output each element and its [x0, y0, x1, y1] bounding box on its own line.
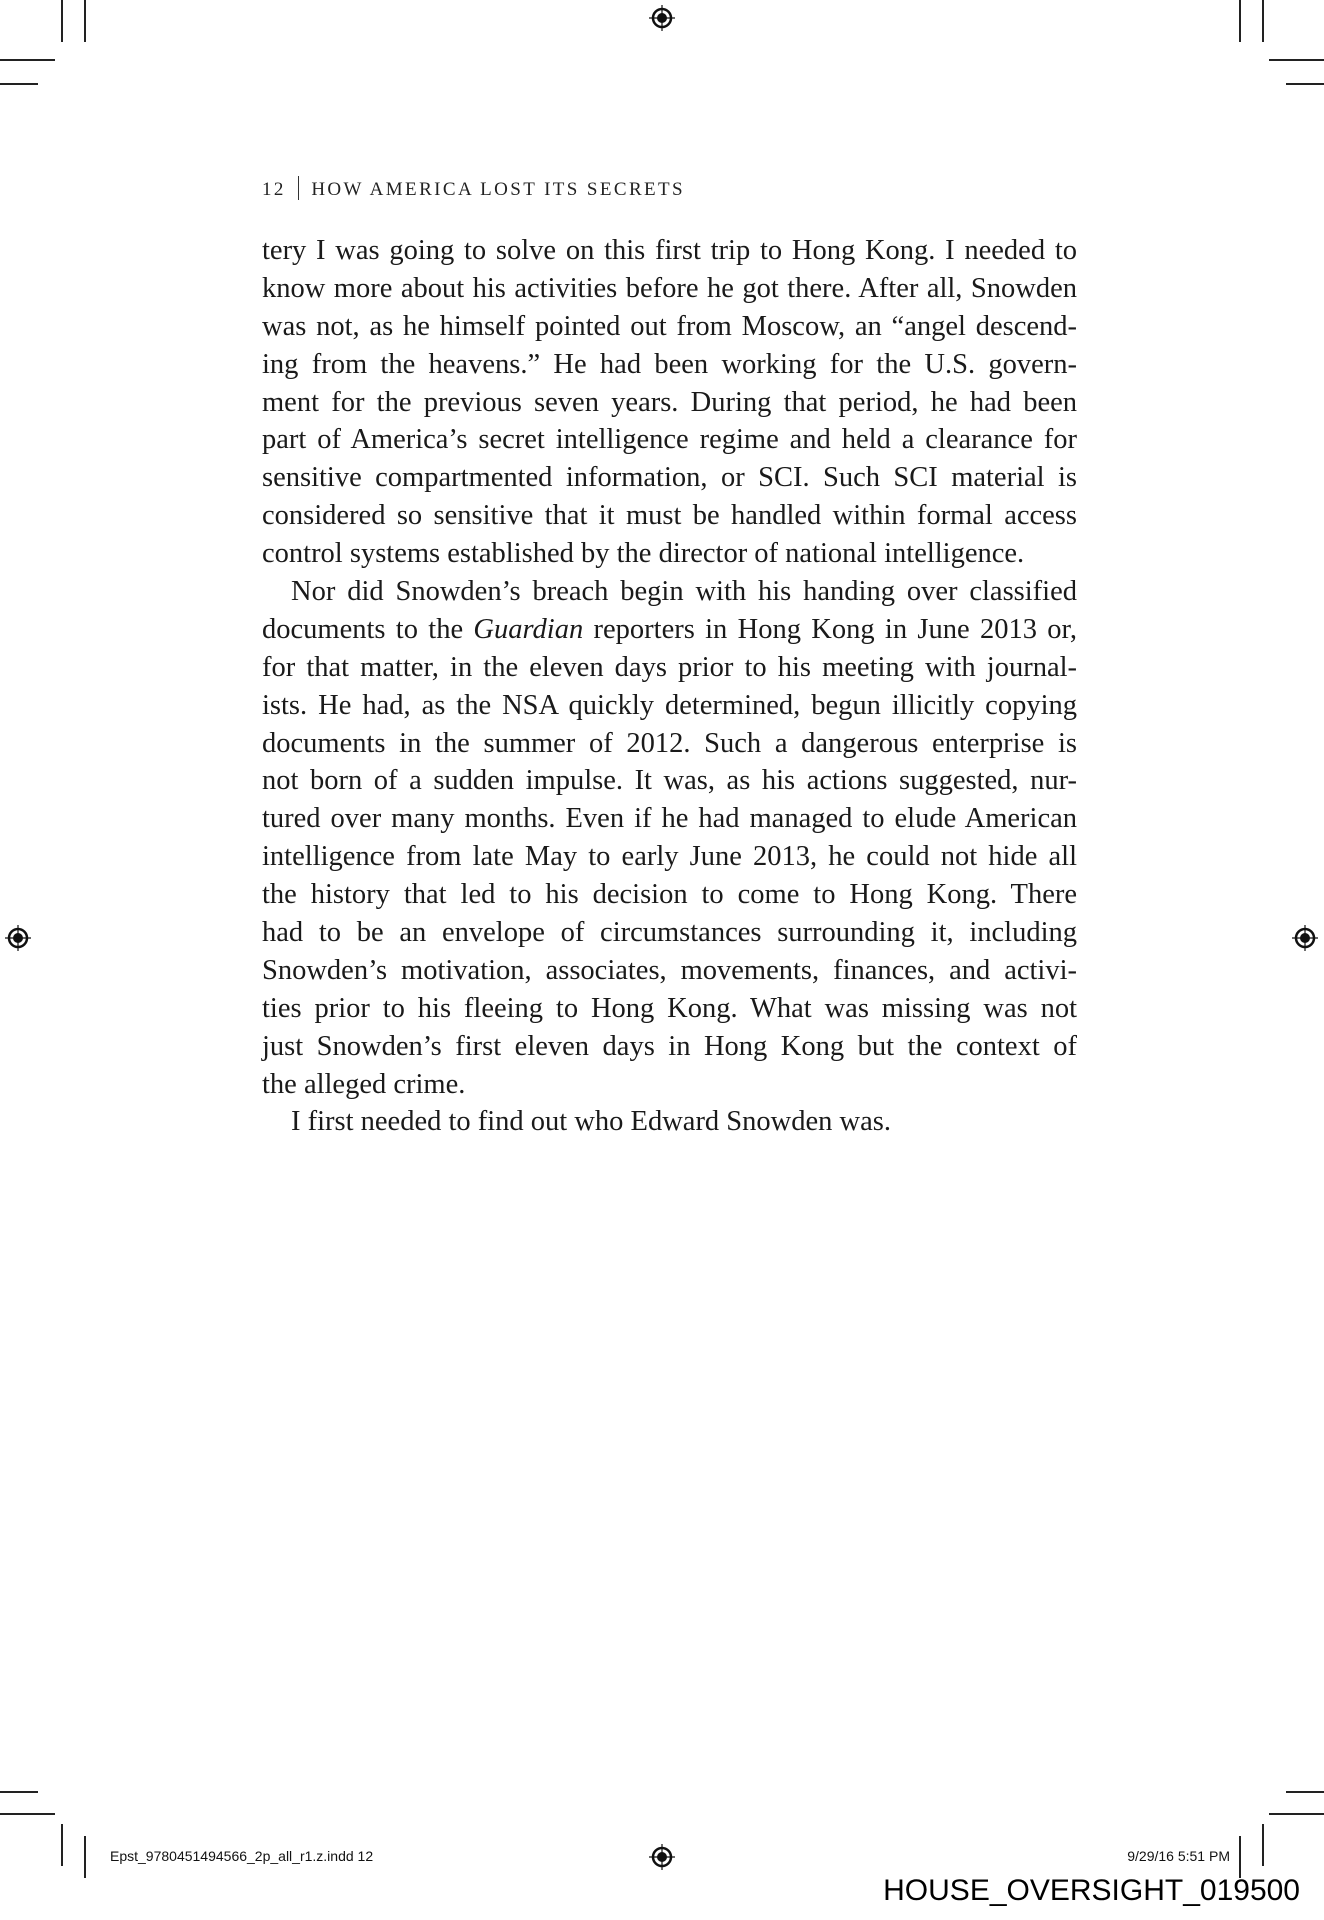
text-line: intelligence from late May to early June 2013, he could not hide all [262, 841, 1077, 873]
crop-mark [1286, 1791, 1324, 1793]
crop-mark [1262, 1824, 1264, 1866]
text-line: documents in the summer of 2012. Such a dangerous enterprise is [262, 727, 1077, 759]
text-line: the alleged crime. [262, 1068, 466, 1100]
text-line: ists. He had, as the NSA quickly determined, begun illicitly copying [262, 689, 1077, 721]
text-line: sensitive compartmented information, or SCI. Such SCI material is [262, 462, 1077, 494]
book-title: HOW AMERICA LOST ITS SECRETS [311, 179, 686, 200]
crop-mark [1286, 83, 1324, 85]
crop-mark [61, 1824, 63, 1866]
text-line: part of America’s secret intelligence regime and held a clearance for [262, 424, 1077, 456]
registration-mark-icon [649, 1844, 675, 1870]
text-line: just Snowden’s first eleven days in Hong Kong but the context of [262, 1030, 1077, 1062]
crop-mark [1269, 1813, 1324, 1815]
text-line: was not, as he himself pointed out from Moscow, an “angel descend- [262, 310, 1077, 342]
text-line: know more about his activities before he got there. After all, Snowden [262, 272, 1077, 304]
text-line [262, 611, 1077, 649]
text-line: ing from the heavens.” He had been working for the U.S. govern- [262, 348, 1077, 380]
text-line: Nor did Snowden’s breach begin with his handing over classified [291, 576, 1077, 608]
text-segment: documents to the [262, 613, 474, 645]
crop-mark [1239, 0, 1241, 42]
crop-mark [1269, 59, 1324, 61]
running-head [262, 176, 685, 201]
bates-number: HOUSE_OVERSIGHT_019500 [883, 1874, 1300, 1907]
text-line: the history that led to his decision to come to Hong Kong. There [262, 879, 1077, 911]
registration-mark-icon [649, 5, 675, 31]
text-line: ties prior to his fleeing to Hong Kong. What was missing was not [262, 992, 1077, 1024]
crop-mark [61, 0, 63, 42]
publication-name: Guardian [473, 613, 584, 645]
crop-mark [84, 0, 86, 42]
text-segment: reporters in Hong Kong in June 2013 or, [583, 613, 1077, 645]
registration-mark-icon [1292, 925, 1318, 951]
text-line: for that matter, in the eleven days prior to his meeting with journal- [262, 651, 1077, 683]
footer-timestamp: 9/29/16 5:51 PM [1127, 1848, 1230, 1864]
crop-mark [84, 1836, 86, 1878]
body-text [262, 232, 1077, 1141]
registration-mark-icon [5, 925, 31, 951]
text-line: considered so sensitive that it must be handled within formal access [262, 500, 1077, 532]
text-line: Snowden’s motivation, associates, movements, finances, and activi- [262, 954, 1077, 986]
crop-mark [0, 59, 55, 61]
text-line: had to be an envelope of circumstances surrounding it, including [262, 917, 1077, 949]
footer-file: Epst_9780451494566_2p_all_r1.z.indd 12 [110, 1848, 374, 1864]
text-line: tured over many months. Even if he had managed to elude American [262, 803, 1077, 835]
page-number: 12 [262, 179, 286, 200]
crop-mark [1239, 1836, 1241, 1878]
text-line: ment for the previous seven years. During that period, he had been [262, 386, 1077, 418]
divider [298, 176, 300, 200]
crop-mark [0, 1791, 38, 1793]
crop-mark [0, 83, 38, 85]
text-line: not born of a sudden impulse. It was, as his actions suggested, nur- [262, 765, 1077, 797]
text-line: I first needed to find out who Edward Snowden was. [291, 1106, 891, 1138]
crop-mark [1262, 0, 1264, 42]
text-line: tery I was going to solve on this first trip to Hong Kong. I needed to [262, 235, 1077, 266]
crop-mark [0, 1813, 55, 1815]
text-line: control systems established by the director of national intelligence. [262, 538, 1025, 570]
